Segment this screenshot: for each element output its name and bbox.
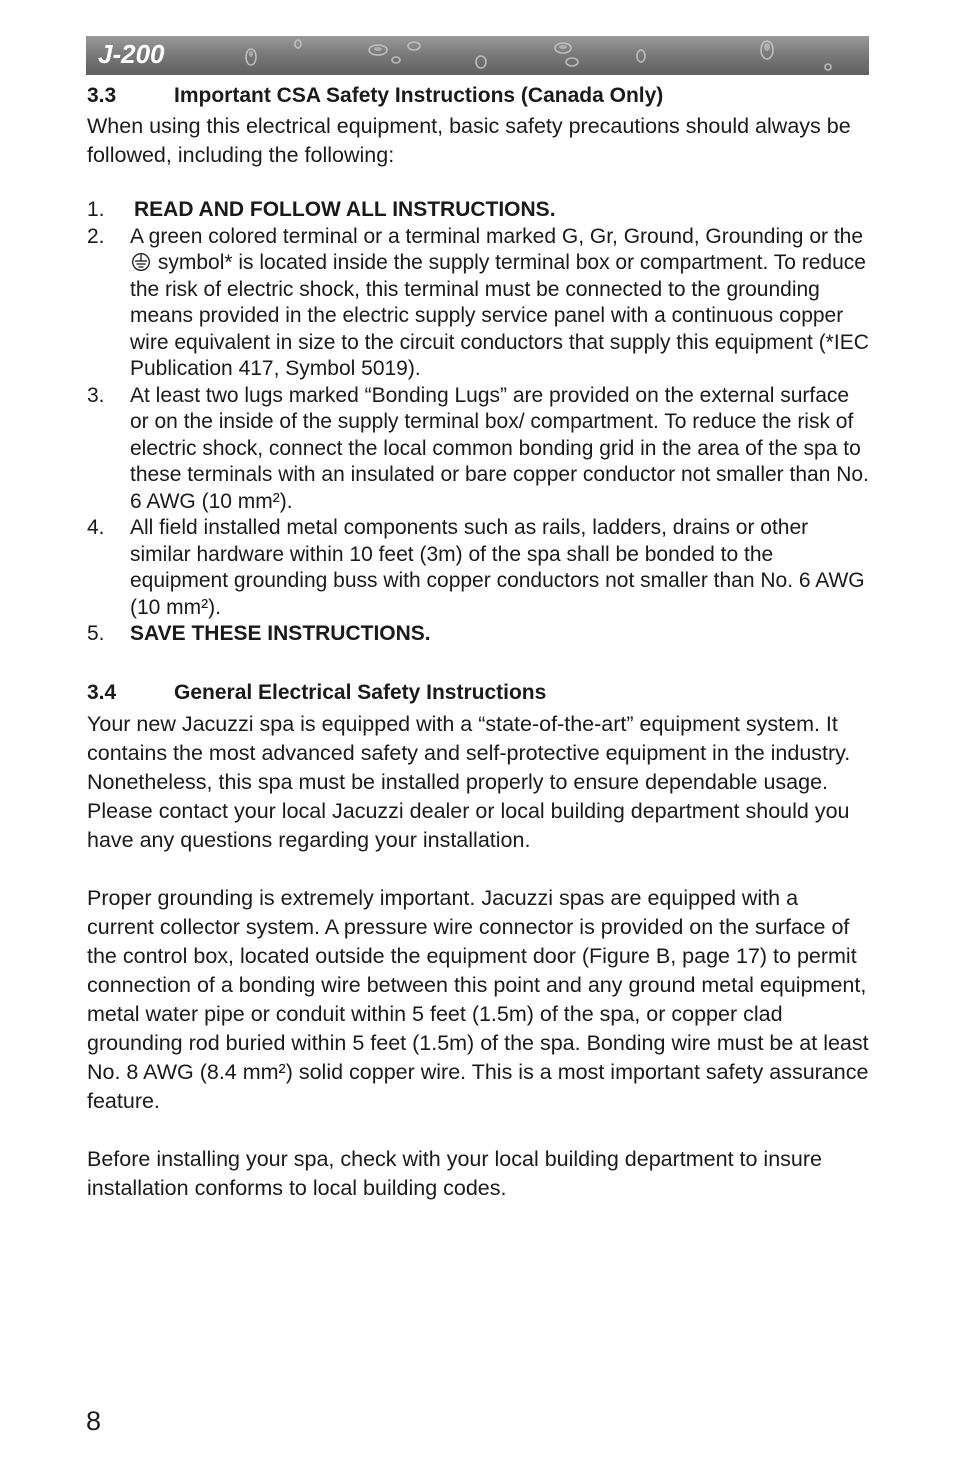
list-item — [87, 515, 869, 621]
safety-instructions-list — [87, 197, 869, 648]
list-item-number: 1. — [87, 198, 105, 221]
header-banner — [86, 36, 869, 75]
list-item-text: At least two lugs marked “Bonding Lugs” are provided on the external surface or on the inside of the supply terminal box/ compartment. To reduce the risk of electric shock, connect the local common bonding grid in the area of the spa to these terminals with an insulated or bare copper conductor not smaller than No. 6 AWG (10 mm²). — [130, 383, 869, 513]
paragraph: Before installing your spa, check with your local building department to insure installation conforms to local building codes. — [87, 1146, 822, 1200]
section-heading-3-3 — [87, 82, 869, 110]
page-number: 8 — [86, 1406, 102, 1436]
list-item-number: 2. — [87, 224, 105, 248]
page-content — [87, 82, 869, 1203]
list-item-text-before: A green colored terminal or a terminal marked G, Gr, Ground, Grounding or the — [130, 224, 864, 248]
list-item-text: READ AND FOLLOW ALL INSTRUCTIONS. — [134, 198, 556, 221]
section-title: Important CSA Safety Instructions (Canada Only) — [174, 84, 664, 107]
list-item — [87, 197, 869, 224]
section-number: 3.3 — [87, 84, 117, 107]
section-heading-3-4 — [87, 679, 869, 707]
list-item-number: 5. — [87, 622, 105, 645]
list-item — [87, 621, 869, 648]
paragraph: Your new Jacuzzi spa is equipped with a “state-of-the-art” equipment system. It contains the most advanced safety and self-protective equipment in the industry. Nonetheless, this spa must be installed properly to ensure dependable usage. Please contact your local Jacuzzi dealer or local building department should you have any questions regarding your installation. — [87, 711, 851, 852]
section-intro: When using this electrical equipment, basic safety precautions should always be followed, including the following: — [87, 114, 851, 167]
list-item — [87, 383, 869, 516]
list-item-text: SAVE THESE INSTRUCTIONS. — [130, 622, 431, 645]
paragraph: Proper grounding is extremely important. Jacuzzi spas are equipped with a current collector system. A pressure wire connector is provided on the surface of the control box, located outside the equipment door (Figure B, page 17) to permit connection of a bonding wire between this point and any ground metal equipment, metal water pipe or conduit within 5 feet (1.5m) of the spa, or copper clad grounding rod buried within 5 feet (1.5m) of the spa. Bonding wire must be at least No. 8 AWG (8.4 mm²) solid copper wire. This is a most important safety assurance feature. — [87, 885, 869, 1113]
section-number: 3.4 — [87, 680, 117, 704]
list-item — [87, 224, 869, 383]
section-title: General Electrical Safety Instructions — [174, 680, 547, 704]
list-item-text: All field installed metal components such as rails, ladders, drains or other similar hardware within 10 feet (3m) of the spa shall be bonded to the equipment grounding buss with copper conductors not smaller than No. 6 AWG (10 mm²). — [130, 516, 865, 619]
list-item-text — [130, 225, 869, 381]
ground-symbol-icon — [131, 252, 151, 272]
list-item-number: 3. — [87, 383, 105, 407]
manual-model-title: J-200 — [98, 39, 165, 69]
water-droplets-decoration — [86, 36, 869, 75]
list-item-number: 4. — [87, 516, 105, 539]
list-item-text-after: symbol* is located inside the supply terminal box or compartment. To reduce the risk of electric shock, this terminal must be connected to the grounding means provided in the electric supply service panel with a continuous copper wire equivalent in size to the circuit conductors that supply this equipment (*IEC Publication 417, Symbol 5019). — [130, 251, 869, 380]
